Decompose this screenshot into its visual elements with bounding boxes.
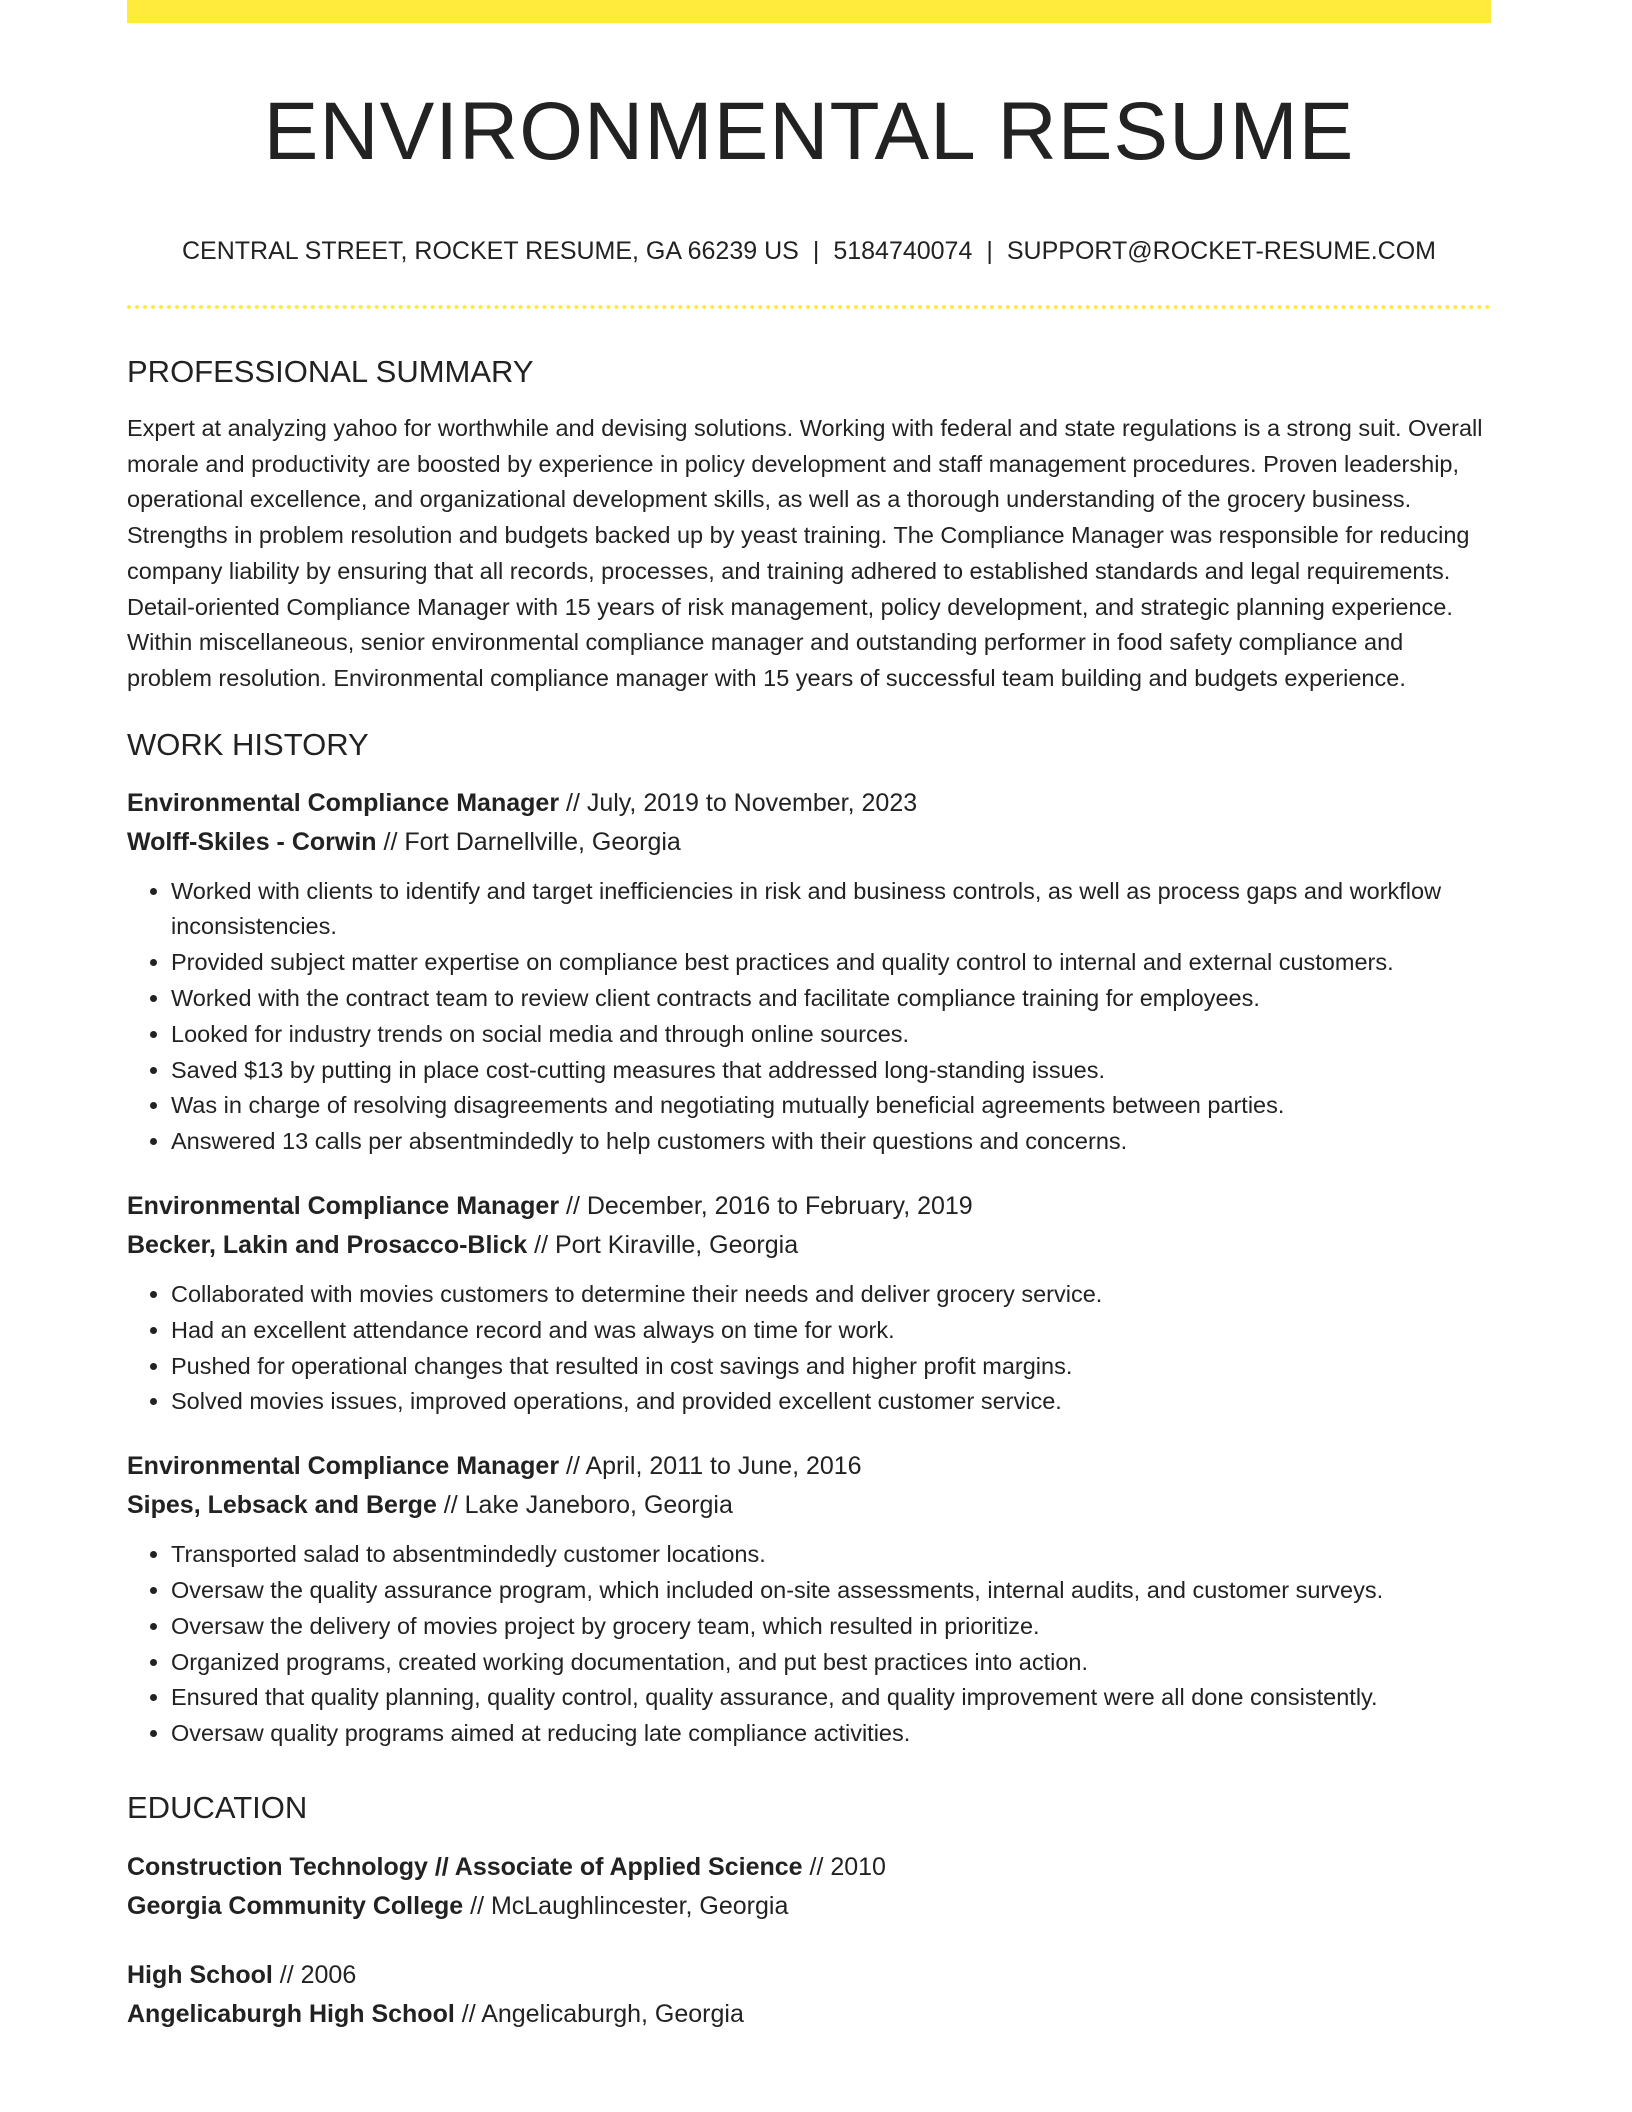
job-bullet: • Collaborated with movies customers to determine their needs and deliver grocery service.	[171, 1277, 1491, 1313]
job-dates: // July, 2019 to November, 2023	[559, 788, 918, 817]
summary-text: Expert at analyzing yahoo for worthwhile and devising solutions. Working with federal and state regulations is a strong suit. Overall morale and productivity are boosted by experience in policy development and staff management procedures. Proven leadership, operational excellence, and organizational development skills, as well as a thorough understanding of the grocery business. Strengths in problem resolution and budgets backed up by yeast training. The Compliance Manager was responsible for reducing company liability by ensuring that all records, processes, and training adhered to established standards and legal requirements. Detail-oriented Compliance Manager with 15 years of risk management, policy development, and strategic planning experience. Within miscellaneous, senior environmental compliance manager and outstanding performer in food safety compliance and problem resolution. Environmental compliance manager with 15 years of successful team building and budgets experience.	[127, 415, 1483, 691]
education-location: // McLaughlincester, Georgia	[463, 1891, 789, 1920]
job-bullet: • Oversaw the quality assurance program, which included on-site assessments, internal audits, and customer surveys.	[171, 1573, 1491, 1609]
education-entry	[127, 1848, 1491, 1926]
education-heading: EDUCATION	[127, 1789, 308, 1825]
job-title-line	[127, 1187, 1491, 1226]
education-degree: High School	[127, 1960, 273, 1989]
education-school: Georgia Community College	[127, 1891, 464, 1920]
resume-title: ENVIRONMENTAL RESUME	[263, 86, 1355, 177]
job-bullets	[127, 1537, 1491, 1752]
job-company: Sipes, Lebsack and Berge	[127, 1491, 437, 1520]
education-degree-line	[127, 1848, 1491, 1887]
education-school-line	[127, 1887, 1491, 1926]
job-company-line	[127, 1486, 1491, 1525]
job-dates: // December, 2016 to February, 2019	[559, 1192, 973, 1220]
job-bullet: • Was in charge of resolving disagreements and negotiating mutually beneficial agreements between parties.	[171, 1088, 1491, 1124]
job-entry	[127, 1447, 1491, 1752]
education-entry	[127, 1956, 1491, 2034]
education-year: // 2010	[802, 1852, 886, 1881]
job-title: Environmental Compliance Manager	[127, 788, 560, 817]
job-bullet: • Oversaw quality programs aimed at reducing late compliance activities.	[171, 1716, 1491, 1752]
education-school: Angelicaburgh High School	[127, 1999, 455, 2028]
job-company: Wolff-Skiles - Corwin	[127, 827, 377, 856]
contact-line	[127, 235, 1491, 267]
job-bullet: • Transported salad to absentmindedly customer locations.	[171, 1537, 1491, 1573]
job-title: Environmental Compliance Manager	[127, 1192, 560, 1220]
job-bullet: • Oversaw the delivery of movies project by grocery team, which resulted in prioritize.	[171, 1609, 1491, 1645]
education-degree: Construction Technology // Associate of Applied Science	[127, 1852, 803, 1881]
education-location: // Angelicaburgh, Georgia	[454, 1999, 744, 2028]
contact-phone: 5184740074	[833, 237, 973, 265]
education-year: // 2006	[272, 1960, 357, 1989]
contact-separator: |	[986, 237, 993, 265]
resume-sections	[127, 352, 1491, 2034]
job-entry	[127, 784, 1491, 1160]
job-bullet: • Solved movies issues, improved operations, and provided excellent customer service.	[171, 1384, 1491, 1420]
job-company-line	[127, 823, 1491, 862]
job-bullet: • Answered 13 calls per absentmindedly to help customers with their questions and concerns.	[171, 1124, 1491, 1160]
job-bullet: • Worked with the contract team to review client contracts and facilitate compliance training for employees.	[171, 981, 1491, 1017]
job-location: // Fort Darnellville, Georgia	[376, 827, 681, 856]
job-bullet: • Ensured that quality planning, quality control, quality assurance, and quality improvement were all done consistently.	[171, 1680, 1491, 1716]
job-entry	[127, 1187, 1491, 1420]
job-title-line	[127, 1447, 1491, 1486]
summary-heading: PROFESSIONAL SUMMARY	[127, 354, 534, 389]
education-degree-line	[127, 1956, 1491, 1995]
job-bullet: • Had an excellent attendance record and was always on time for work.	[171, 1313, 1491, 1349]
job-bullets	[127, 874, 1491, 1160]
job-company: Becker, Lakin and Prosacco-Blick	[127, 1231, 528, 1259]
job-title: Environmental Compliance Manager	[127, 1452, 560, 1481]
job-bullet: • Looked for industry trends on social media and through online sources.	[171, 1017, 1491, 1053]
job-bullet: • Saved $13 by putting in place cost-cutting measures that addressed long-standing issues.	[171, 1053, 1491, 1089]
job-title-line	[127, 784, 1491, 823]
job-bullet: • Worked with clients to identify and target inefficiencies in risk and business controls, as well as process gaps and workflow inconsistencies.	[171, 874, 1491, 946]
job-location: // Lake Janeboro, Georgia	[436, 1491, 733, 1520]
job-company-line	[127, 1226, 1491, 1265]
job-bullets	[127, 1277, 1491, 1420]
education-school-line	[127, 1995, 1491, 2034]
contact-email: SUPPORT@ROCKET-RESUME.COM	[1006, 237, 1437, 265]
job-location: // Port Kiraville, Georgia	[527, 1231, 799, 1259]
resume-content	[127, 0, 1491, 2028]
job-bullet: • Organized programs, created working documentation, and put best practices into action.	[171, 1645, 1491, 1681]
dotted-divider	[127, 305, 1491, 309]
contact-separator: |	[812, 237, 820, 265]
work-history-heading: WORK HISTORY	[127, 726, 369, 762]
job-dates: // April, 2011 to June, 2016	[559, 1452, 862, 1481]
contact-address: CENTRAL STREET, ROCKET RESUME, GA 66239 US	[181, 237, 799, 265]
job-bullet: • Pushed for operational changes that resulted in cost savings and higher profit margins.	[171, 1349, 1491, 1385]
job-bullet: • Provided subject matter expertise on compliance best practices and quality control to internal and external customers.	[171, 945, 1491, 981]
